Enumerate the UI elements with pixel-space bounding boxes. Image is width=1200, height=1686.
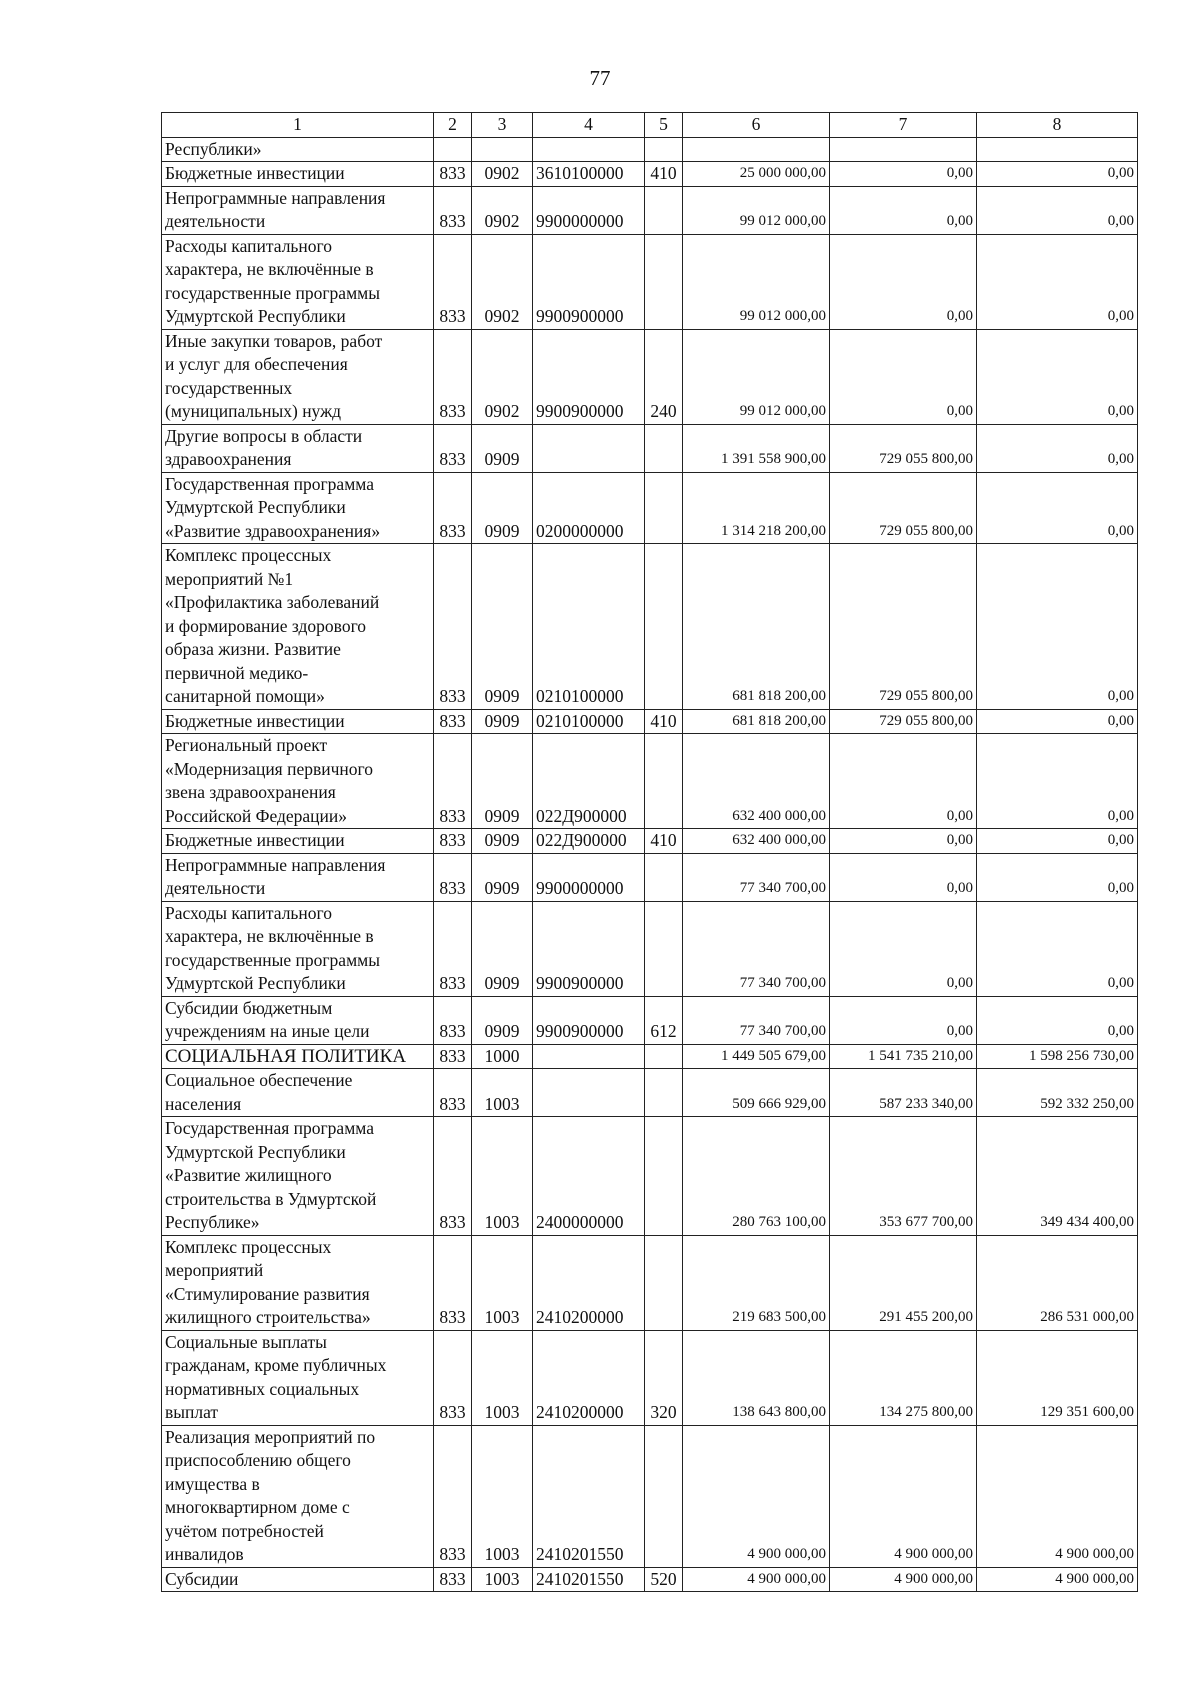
row-target-article-cell: 9900900000 [533,901,645,996]
table-row [162,1567,1138,1592]
row-section-code-cell: 1003 [472,1425,533,1567]
row-name-cell: Расходы капитального характера, не включённые в государственные программы Удмуртской Республики [162,901,434,996]
row-expense-type-cell [645,1069,683,1117]
row-target-article-cell: 0210100000 [533,709,645,734]
row-ministry-code-cell: 833 [434,829,472,854]
row-amount-col8-cell [977,137,1138,162]
table-row [162,829,1138,854]
row-amount-col6-cell: 219 683 500,00 [683,1235,830,1330]
column-header: 4 [533,113,645,138]
row-amount-col7-cell: 353 677 700,00 [830,1117,977,1236]
row-amount-col7-cell: 729 055 800,00 [830,424,977,472]
row-expense-type-cell [645,734,683,829]
row-section-code-cell: 0902 [472,234,533,329]
table-row [162,137,1138,162]
row-ministry-code-cell: 833 [434,709,472,734]
row-amount-col7-cell: 729 055 800,00 [830,544,977,710]
row-section-code-cell: 0902 [472,329,533,424]
row-section-code-cell: 1003 [472,1069,533,1117]
row-amount-col6-cell: 77 340 700,00 [683,853,830,901]
row-ministry-code-cell: 833 [434,1425,472,1567]
row-target-article-cell: 2410200000 [533,1330,645,1425]
row-amount-col6-cell: 632 400 000,00 [683,734,830,829]
row-amount-col7-cell: 0,00 [830,853,977,901]
row-amount-col7-cell [830,137,977,162]
row-amount-col8-cell: 129 351 600,00 [977,1330,1138,1425]
table-row [162,709,1138,734]
row-amount-col7-cell: 4 900 000,00 [830,1567,977,1592]
row-expense-type-cell: 240 [645,329,683,424]
row-name-cell: Бюджетные инвестиции [162,162,434,187]
row-amount-col8-cell: 0,00 [977,162,1138,187]
row-amount-col7-cell: 729 055 800,00 [830,472,977,544]
row-name-cell: Непрограммные направления деятельности [162,186,434,234]
row-expense-type-cell [645,1235,683,1330]
row-expense-type-cell [645,234,683,329]
table-row [162,329,1138,424]
row-amount-col6-cell: 4 900 000,00 [683,1567,830,1592]
row-expense-type-cell [645,901,683,996]
row-amount-col7-cell: 0,00 [830,162,977,187]
row-amount-col8-cell: 4 900 000,00 [977,1425,1138,1567]
row-ministry-code-cell: 833 [434,1567,472,1592]
row-ministry-code-cell: 833 [434,853,472,901]
row-amount-col8-cell: 0,00 [977,424,1138,472]
row-section-code-cell: 0909 [472,829,533,854]
row-amount-col8-cell: 0,00 [977,544,1138,710]
table-row [162,1330,1138,1425]
row-amount-col6-cell [683,137,830,162]
row-target-article-cell: 2410200000 [533,1235,645,1330]
row-amount-col6-cell: 138 643 800,00 [683,1330,830,1425]
row-amount-col8-cell: 0,00 [977,186,1138,234]
table-row [162,1235,1138,1330]
row-name-cell: Иные закупки товаров, работ и услуг для обеспечения государственных (муниципальных) нужд [162,329,434,424]
row-target-article-cell: 2410201550 [533,1567,645,1592]
row-amount-col6-cell: 77 340 700,00 [683,996,830,1044]
row-name-cell: Комплекс процессных мероприятий №1 «Профилактика заболеваний и формирование здорового образа жизни. Развитие первичной медико- санитарной помощи» [162,544,434,710]
row-name-cell: Субсидии [162,1567,434,1592]
row-expense-type-cell [645,1425,683,1567]
row-name-cell: Реализация мероприятий по приспособлению общего имущества в многоквартирном доме с учётом потребностей инвалидов [162,1425,434,1567]
row-section-code-cell: 0902 [472,162,533,187]
row-section-code-cell: 1003 [472,1567,533,1592]
table-row [162,424,1138,472]
row-amount-col8-cell: 0,00 [977,472,1138,544]
row-amount-col7-cell: 0,00 [830,329,977,424]
row-amount-col7-cell: 291 455 200,00 [830,1235,977,1330]
row-amount-col8-cell: 0,00 [977,234,1138,329]
row-amount-col8-cell: 4 900 000,00 [977,1567,1138,1592]
row-target-article-cell [533,1069,645,1117]
row-amount-col6-cell: 632 400 000,00 [683,829,830,854]
table-row [162,1069,1138,1117]
row-amount-col8-cell: 0,00 [977,329,1138,424]
row-amount-col7-cell: 4 900 000,00 [830,1425,977,1567]
row-name-cell: Государственная программа Удмуртской Республики «Развитие жилищного строительства в Удмуртской Республике» [162,1117,434,1236]
row-ministry-code-cell: 833 [434,329,472,424]
row-amount-col6-cell: 4 900 000,00 [683,1425,830,1567]
row-section-code-cell [472,137,533,162]
row-name-cell: Бюджетные инвестиции [162,829,434,854]
row-target-article-cell: 3610100000 [533,162,645,187]
row-amount-col6-cell: 1 314 218 200,00 [683,472,830,544]
row-amount-col6-cell: 681 818 200,00 [683,544,830,710]
table-row [162,162,1138,187]
row-ministry-code-cell: 833 [434,1235,472,1330]
row-ministry-code-cell: 833 [434,472,472,544]
row-target-article-cell: 9900000000 [533,186,645,234]
row-section-code-cell: 1003 [472,1117,533,1236]
row-ministry-code-cell: 833 [434,234,472,329]
row-amount-col7-cell: 134 275 800,00 [830,1330,977,1425]
column-header: 3 [472,113,533,138]
row-section-code-cell: 0909 [472,996,533,1044]
row-name-cell: СОЦИАЛЬНАЯ ПОЛИТИКА [162,1044,434,1069]
row-amount-col7-cell: 587 233 340,00 [830,1069,977,1117]
row-name-cell: Региональный проект «Модернизация первичного звена здравоохранения Российской Федерации» [162,734,434,829]
row-expense-type-cell: 410 [645,829,683,854]
row-amount-col6-cell: 509 666 929,00 [683,1069,830,1117]
row-amount-col6-cell: 99 012 000,00 [683,234,830,329]
table-row [162,472,1138,544]
row-amount-col8-cell: 1 598 256 730,00 [977,1044,1138,1069]
row-section-code-cell: 1003 [472,1235,533,1330]
row-amount-col8-cell: 592 332 250,00 [977,1069,1138,1117]
page-number: 77 [589,66,611,90]
column-header: 7 [830,113,977,138]
row-target-article-cell [533,1044,645,1069]
row-amount-col7-cell: 0,00 [830,996,977,1044]
row-name-cell: Комплекс процессных мероприятий «Стимулирование развития жилищного строительства» [162,1235,434,1330]
table-header-row [162,113,1138,138]
row-section-code-cell: 0909 [472,709,533,734]
row-section-code-cell: 0909 [472,544,533,710]
row-ministry-code-cell: 833 [434,544,472,710]
row-section-code-cell: 1000 [472,1044,533,1069]
row-name-cell: Социальные выплаты гражданам, кроме публичных нормативных социальных выплат [162,1330,434,1425]
row-target-article-cell: 0210100000 [533,544,645,710]
row-target-article-cell: 022Д900000 [533,829,645,854]
row-expense-type-cell [645,1044,683,1069]
row-name-cell: Бюджетные инвестиции [162,709,434,734]
row-expense-type-cell [645,544,683,710]
table-row [162,1044,1138,1069]
table-row [162,853,1138,901]
row-expense-type-cell: 520 [645,1567,683,1592]
table-row [162,544,1138,710]
row-amount-col6-cell: 1 391 558 900,00 [683,424,830,472]
row-amount-col8-cell: 0,00 [977,709,1138,734]
row-ministry-code-cell: 833 [434,1117,472,1236]
row-ministry-code-cell: 833 [434,424,472,472]
table-row [162,186,1138,234]
row-section-code-cell: 1003 [472,1330,533,1425]
row-ministry-code-cell: 833 [434,186,472,234]
row-target-article-cell: 9900900000 [533,996,645,1044]
row-ministry-code-cell: 833 [434,901,472,996]
row-expense-type-cell: 320 [645,1330,683,1425]
column-header: 6 [683,113,830,138]
row-name-cell: Непрограммные направления деятельности [162,853,434,901]
row-name-cell: Субсидии бюджетным учреждениям на иные цели [162,996,434,1044]
row-amount-col7-cell: 0,00 [830,829,977,854]
table-row [162,1117,1138,1236]
row-expense-type-cell: 612 [645,996,683,1044]
row-target-article-cell: 9900900000 [533,234,645,329]
row-amount-col6-cell: 77 340 700,00 [683,901,830,996]
row-amount-col8-cell: 0,00 [977,829,1138,854]
row-name-cell: Государственная программа Удмуртской Республики «Развитие здравоохранения» [162,472,434,544]
column-header: 5 [645,113,683,138]
row-name-cell: Социальное обеспечение населения [162,1069,434,1117]
row-target-article-cell: 2410201550 [533,1425,645,1567]
row-section-code-cell: 0909 [472,472,533,544]
row-amount-col8-cell: 0,00 [977,734,1138,829]
row-name-cell: Расходы капитального характера, не включённые в государственные программы Удмуртской Республики [162,234,434,329]
row-ministry-code-cell: 833 [434,996,472,1044]
row-expense-type-cell [645,1117,683,1236]
table-row [162,901,1138,996]
row-target-article-cell: 2400000000 [533,1117,645,1236]
row-ministry-code-cell: 833 [434,734,472,829]
row-section-code-cell: 0909 [472,901,533,996]
row-amount-col8-cell: 0,00 [977,901,1138,996]
row-amount-col6-cell: 25 000 000,00 [683,162,830,187]
table-row [162,734,1138,829]
row-expense-type-cell [645,853,683,901]
row-amount-col7-cell: 1 541 735 210,00 [830,1044,977,1069]
table-row [162,234,1138,329]
row-target-article-cell: 9900900000 [533,329,645,424]
row-expense-type-cell: 410 [645,709,683,734]
row-ministry-code-cell: 833 [434,1044,472,1069]
row-amount-col7-cell: 0,00 [830,186,977,234]
row-target-article-cell: 0200000000 [533,472,645,544]
row-amount-col7-cell: 0,00 [830,901,977,996]
row-amount-col6-cell: 99 012 000,00 [683,329,830,424]
table-row [162,996,1138,1044]
row-section-code-cell: 0909 [472,424,533,472]
row-name-cell: Республики» [162,137,434,162]
row-target-article-cell [533,424,645,472]
row-amount-col8-cell: 349 434 400,00 [977,1117,1138,1236]
row-section-code-cell: 0909 [472,734,533,829]
row-expense-type-cell: 410 [645,162,683,187]
row-amount-col6-cell: 681 818 200,00 [683,709,830,734]
row-expense-type-cell [645,137,683,162]
row-amount-col8-cell: 0,00 [977,853,1138,901]
row-expense-type-cell [645,472,683,544]
row-section-code-cell: 0909 [472,853,533,901]
row-amount-col8-cell: 286 531 000,00 [977,1235,1138,1330]
budget-table [161,112,1138,1592]
row-section-code-cell: 0902 [472,186,533,234]
row-amount-col7-cell: 729 055 800,00 [830,709,977,734]
row-target-article-cell: 022Д900000 [533,734,645,829]
column-header: 2 [434,113,472,138]
row-target-article-cell [533,137,645,162]
table-row [162,1425,1138,1567]
row-expense-type-cell [645,424,683,472]
row-amount-col7-cell: 0,00 [830,234,977,329]
row-ministry-code-cell [434,137,472,162]
row-ministry-code-cell: 833 [434,1330,472,1425]
column-header: 8 [977,113,1138,138]
row-ministry-code-cell: 833 [434,162,472,187]
row-amount-col6-cell: 1 449 505 679,00 [683,1044,830,1069]
row-expense-type-cell [645,186,683,234]
row-amount-col7-cell: 0,00 [830,734,977,829]
column-header: 1 [162,113,434,138]
row-amount-col6-cell: 280 763 100,00 [683,1117,830,1236]
table-body [162,113,1138,1592]
row-amount-col8-cell: 0,00 [977,996,1138,1044]
row-amount-col6-cell: 99 012 000,00 [683,186,830,234]
row-name-cell: Другие вопросы в области здравоохранения [162,424,434,472]
row-target-article-cell: 9900000000 [533,853,645,901]
row-ministry-code-cell: 833 [434,1069,472,1117]
